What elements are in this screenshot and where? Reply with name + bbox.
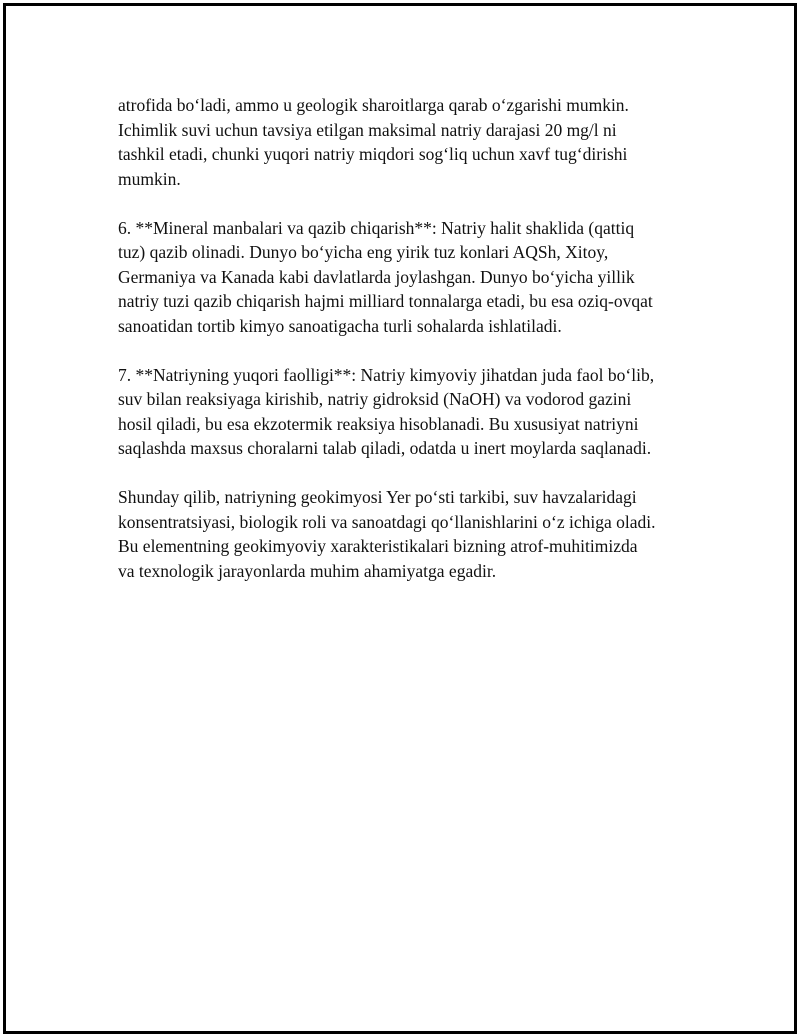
text-line: atrofida bo‘ladi, ammo u geologik sharoitlarga qarab o‘zgarishi mumkin. [118,95,629,115]
text-line: tashkil etadi, chunki yuqori natriy miqdori sog‘liq uchun xavf tug‘dirishi [118,144,628,164]
text-line: Bu elementning geokimyoviy xarakteristikalari bizning atrof-muhitimizda [118,536,638,556]
text-line: mumkin. [118,168,181,189]
text-line: sanoatidan tortib kimyo sanoatigacha turli sohalarda ishlatiladi. [118,315,562,336]
text-line: Germaniya va Kanada kabi davlatlarda joylashgan. Dunyo bo‘yicha yillik [118,266,635,287]
paragraph-conclusion [118,485,698,583]
text-line: natriy tuzi qazib chiqarish hajmi milliard tonnalarga etadi, bu esa oziq-ovqat [118,291,653,311]
text-line: Ichimlik suvi uchun tavsiya etilgan maksimal natriy darajasi 20 mg/l ni [118,119,617,140]
document-body [118,93,698,608]
text-line: tuz) qazib olinadi. Dunyo bo‘yicha eng yirik tuz konlari AQSh, Xitoy, [118,242,609,262]
text-line: 6. **Mineral manbalari va qazib chiqarish**: Natriy halit shaklida (qattiq [118,217,635,238]
text-line: suv bilan reaksiyaga kirishib, natriy gidroksid (NaOH) va vodorod gazini [118,389,632,409]
text-line: konsentratsiyasi, biologik roli va sanoatdagi qo‘llanishlarini o‘z ichiga oladi. [118,511,656,532]
text-line: saqlashda maxsus choralarni talab qiladi, odatda u inert moylarda saqlanadi. [118,438,652,458]
paragraph-sodium-in-water [118,93,698,191]
text-line: 7. **Natriyning yuqori faolligi**: Natriy kimyoviy jihatdan juda faol bo‘lib, [118,364,655,385]
text-line: hosil qiladi, bu esa ekzotermik reaksiya hisoblanadi. Bu xususiyat natriyni [118,413,639,434]
text-line: Shunday qilib, natriyning geokimyosi Yer po‘sti tarkibi, suv havzalaridagi [118,487,637,507]
text-line: va texnologik jarayonlarda muhim ahamiyatga egadir. [118,560,497,581]
paragraph-mineral-sources [118,216,698,339]
paragraph-high-reactivity [118,363,698,461]
